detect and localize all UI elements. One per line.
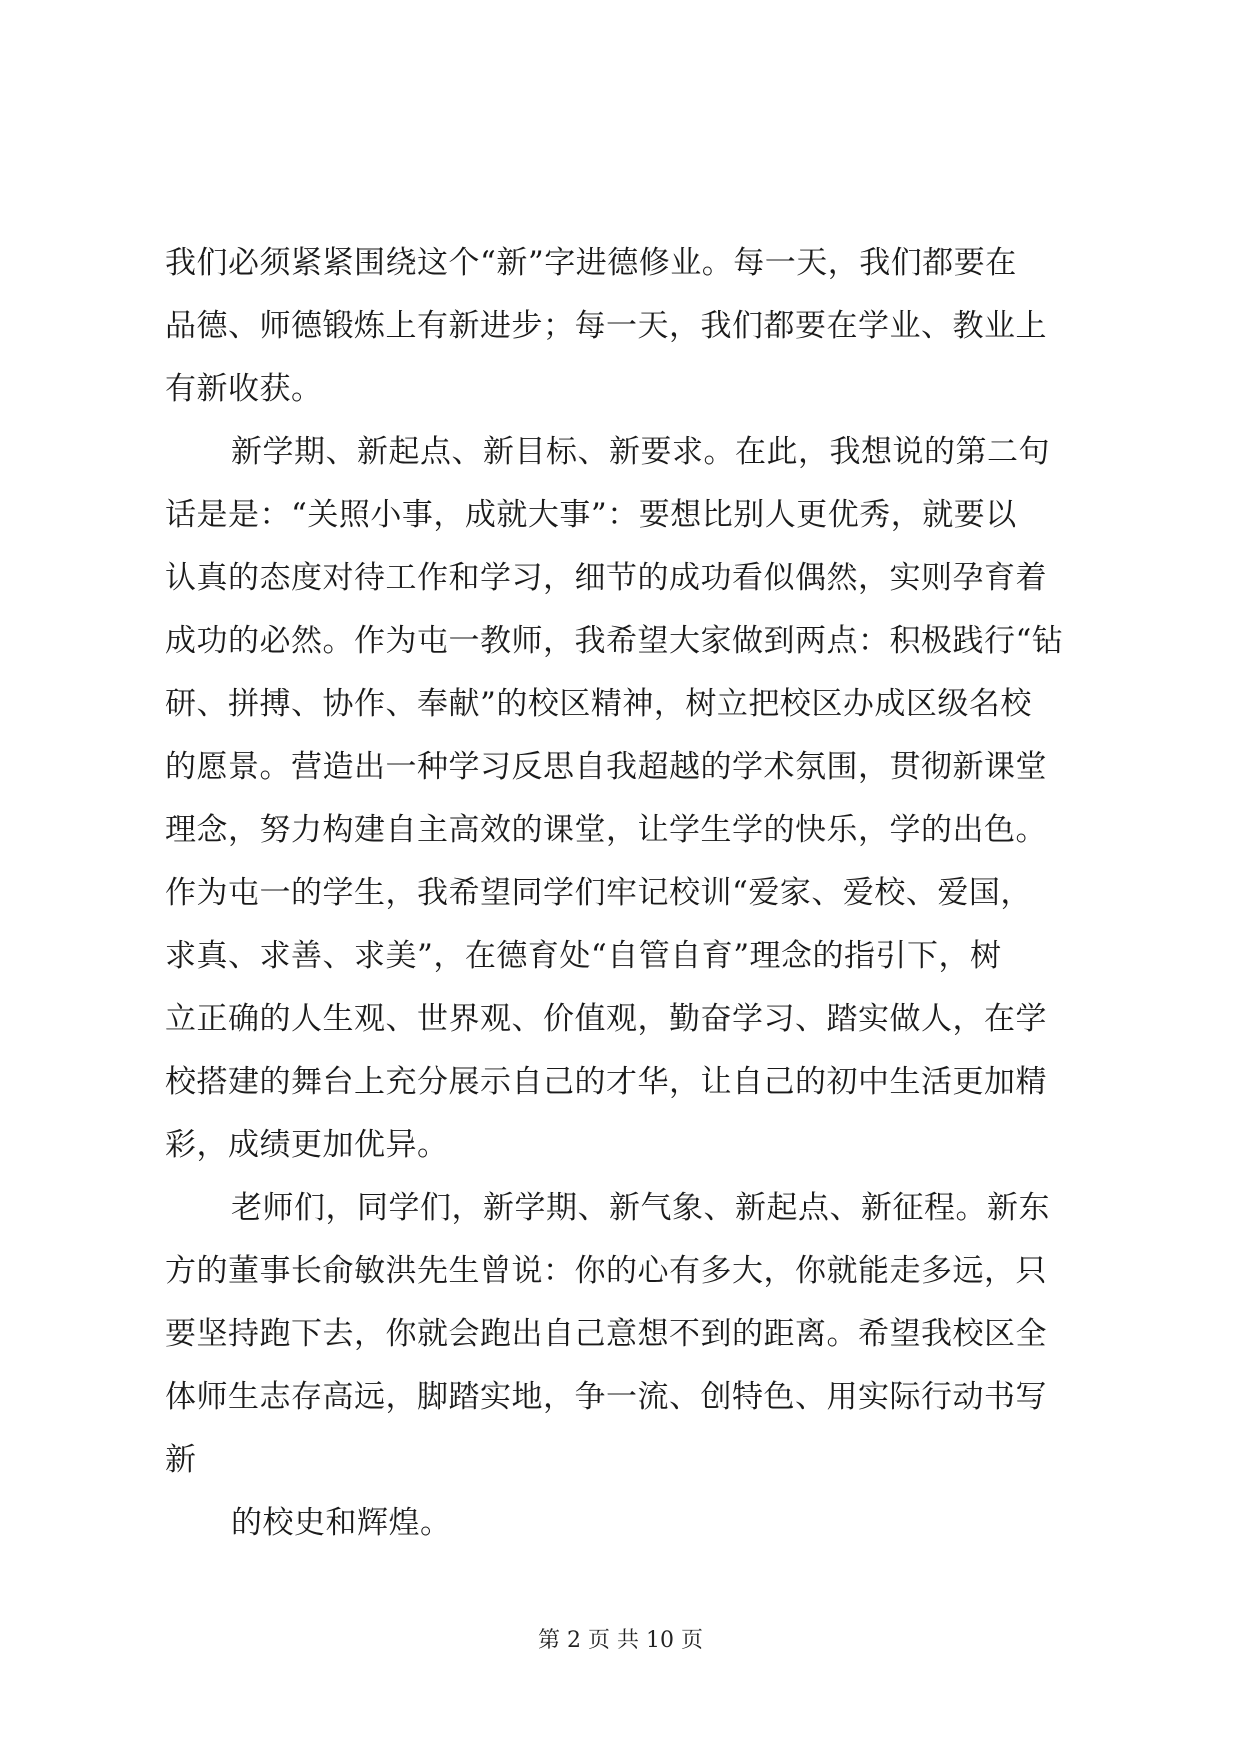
page-footer xyxy=(0,1626,1241,1656)
text-line: 品德、师德锻炼上有新进步；每一天，我们都要在学业、教业上 xyxy=(165,308,1047,344)
paragraph-start-line: 的校史和辉煌。 xyxy=(231,1505,452,1541)
text-line: 有新收获。 xyxy=(165,371,323,407)
text-line: 作为屯一的学生，我希望同学们牢记校训“爱家、爱校、爱国， xyxy=(165,875,1032,911)
text-line: 新 xyxy=(165,1442,197,1478)
document-body xyxy=(165,232,1085,1555)
text-line: 我们必须紧紧围绕这个“新”字进德修业。每一天，我们都要在 xyxy=(165,245,1017,281)
text-line: 的愿景。营造出一种学习反思自我超越的学术氛围，贯彻新课堂 xyxy=(165,749,1047,785)
text-line: 方的董事长俞敏洪先生曾说：你的心有多大，你就能走多远，只 xyxy=(165,1253,1047,1289)
paragraph-start-line: 新学期、新起点、新目标、新要求。在此，我想说的第二句 xyxy=(231,434,1050,470)
text-line: 校搭建的舞台上充分展示自己的才华，让自己的初中生活更加精 xyxy=(165,1064,1047,1100)
text-line: 求真、求善、求美”，在德育处“自管自育”理念的指引下，树 xyxy=(165,938,1002,974)
text-line: 体师生志存高远，脚踏实地，争一流、创特色、用实际行动书写 xyxy=(165,1379,1047,1415)
paragraph-start-line: 老师们，同学们，新学期、新气象、新起点、新征程。新东 xyxy=(231,1190,1050,1226)
text-line: 研、拼搏、协作、奉献”的校区精神，树立把校区办成区级名校 xyxy=(165,686,1032,722)
text-line: 认真的态度对待工作和学习，细节的成功看似偶然，实则孕育着 xyxy=(165,560,1047,596)
text-line: 理念，努力构建自主高效的课堂，让学生学的快乐，学的出色。 xyxy=(165,812,1047,848)
text-line: 彩，成绩更加优异。 xyxy=(165,1127,449,1163)
text-line: 话是是：“关照小事，成就大事”：要想比别人更优秀，就要以 xyxy=(165,497,1017,533)
text-line: 成功的必然。作为屯一教师，我希望大家做到两点：积极践行“钻 xyxy=(165,623,1064,659)
text-line: 立正确的人生观、世界观、价值观，勤奋学习、踏实做人，在学 xyxy=(165,1001,1047,1037)
page-number-label: 第 2 页 共 10 页 xyxy=(538,1628,703,1653)
text-line: 要坚持跑下去，你就会跑出自己意想不到的距离。希望我校区全 xyxy=(165,1316,1047,1352)
